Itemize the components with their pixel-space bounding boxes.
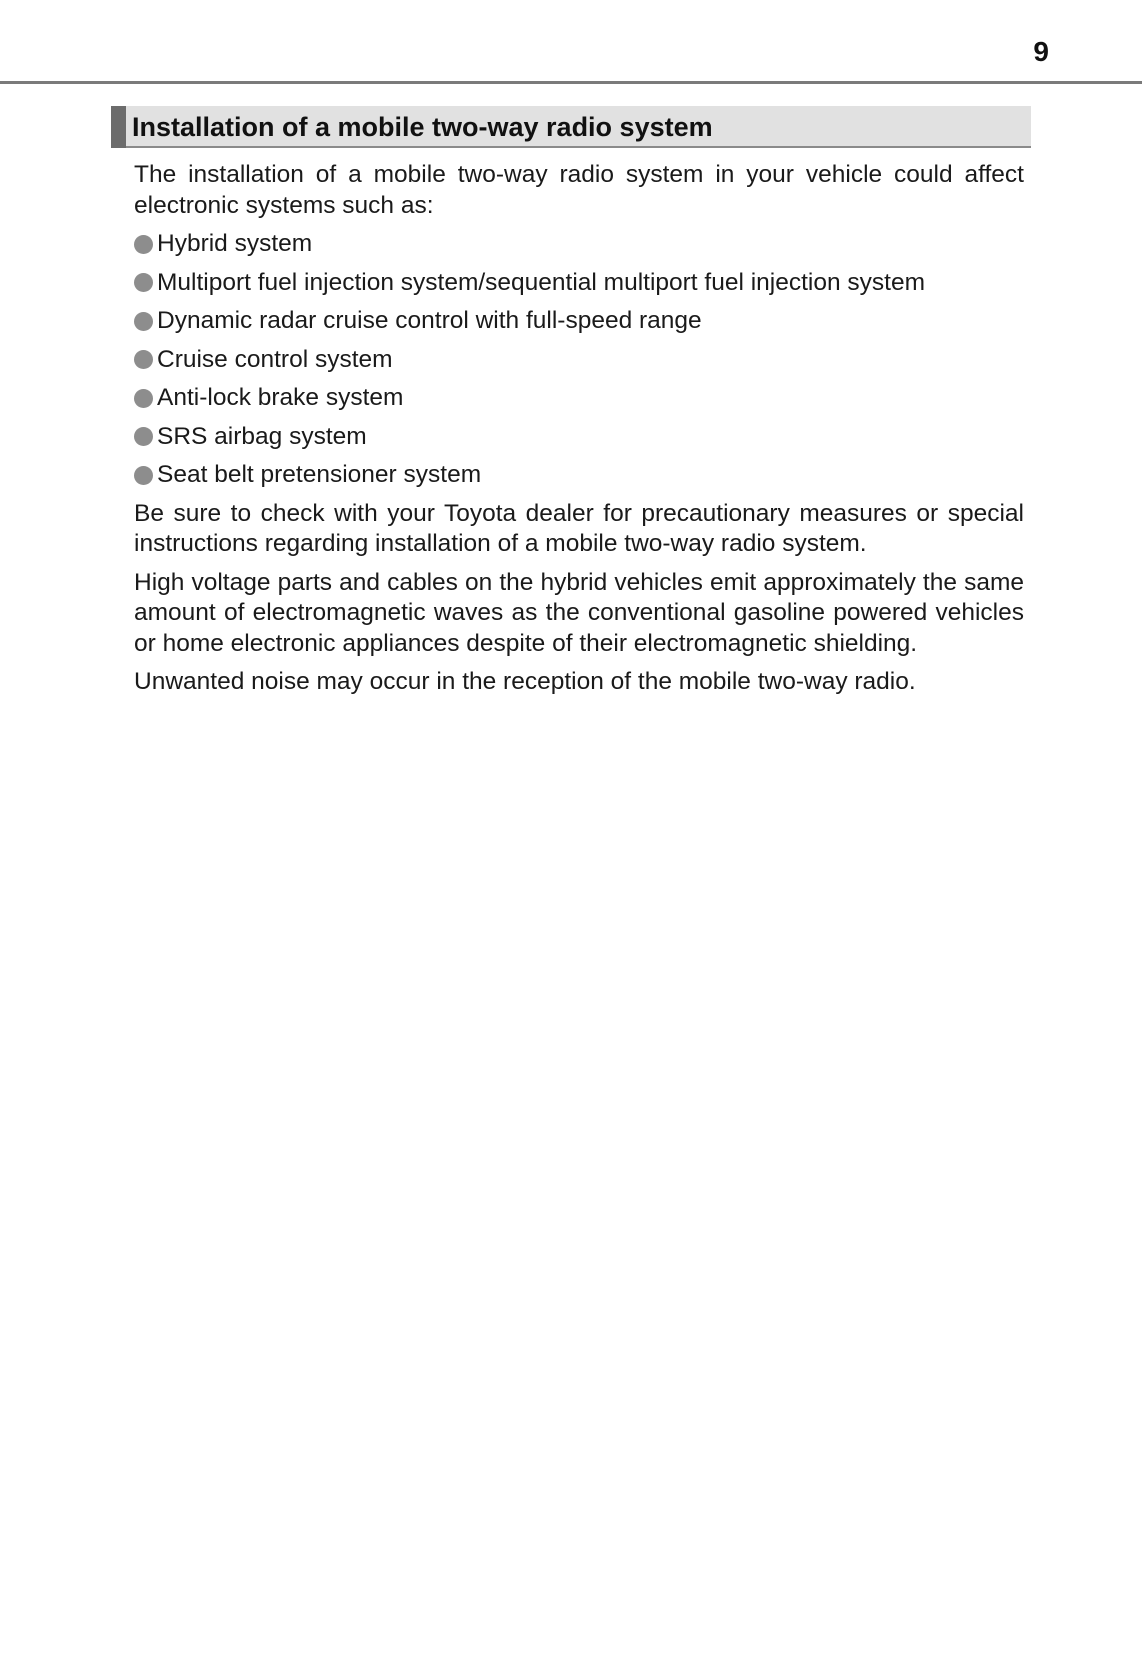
header-rule <box>0 81 1142 84</box>
list-item <box>134 383 1024 414</box>
bullet-dot-icon <box>134 389 153 408</box>
list-item <box>134 268 1024 299</box>
list-item-label: Multiport fuel injection system/sequential multiport fuel injection system <box>157 268 926 296</box>
list-item <box>134 345 1024 376</box>
list-item <box>134 422 1024 453</box>
list-item-label: Anti-lock brake system <box>157 384 404 411</box>
dealer-check-paragraph: Be sure to check with your Toyota dealer for precautionary measures or special instructions regarding installation of a mobile two-way radio system. <box>134 499 1024 557</box>
noise-paragraph: Unwanted noise may occur in the reception of the mobile two-way radio. <box>134 668 916 695</box>
list-item <box>134 306 1024 337</box>
list-item-label: Dynamic radar cruise control with full-speed range <box>157 307 702 334</box>
list-item <box>134 229 1024 260</box>
bullet-dot-icon <box>134 350 153 369</box>
bullet-dot-icon <box>134 273 153 292</box>
bullet-dot-icon <box>134 312 153 331</box>
section-heading <box>111 106 1031 148</box>
affected-systems-list <box>134 229 1024 491</box>
intro-paragraph: The installation of a mobile two-way radio system in your vehicle could affect electronic systems such as: <box>134 161 1024 219</box>
bullet-dot-icon <box>134 466 153 485</box>
list-item-label: Cruise control system <box>157 345 393 373</box>
list-item-label: SRS airbag system <box>157 422 367 450</box>
bullet-dot-icon <box>134 427 153 446</box>
heading-accent-bar <box>111 106 126 148</box>
list-item-label: Hybrid system <box>157 230 313 257</box>
list-item-label: Seat belt pretensioner system <box>157 461 482 488</box>
page-number: 9 <box>1033 36 1049 67</box>
list-item <box>134 460 1024 491</box>
section-body <box>134 160 1024 706</box>
high-voltage-paragraph: High voltage parts and cables on the hybrid vehicles emit approximately the same amount of electromagnetic waves as the conventional gasoline powered vehicles or home electronic appliances despite of their electromagnetic shielding. <box>134 568 1024 657</box>
section-title: Installation of a mobile two-way radio system <box>132 112 713 142</box>
bullet-dot-icon <box>134 235 153 254</box>
